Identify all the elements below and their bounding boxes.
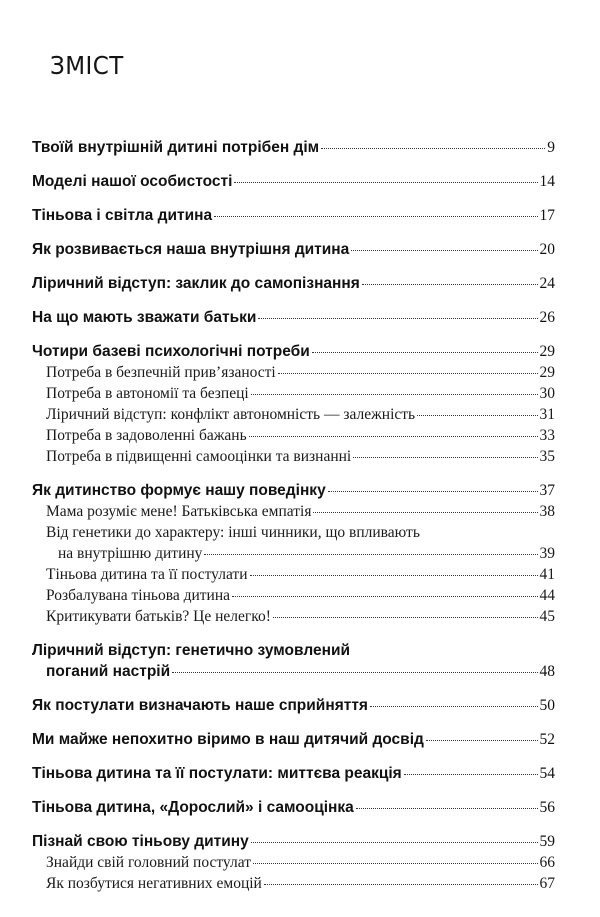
dot-leader [214, 216, 537, 217]
dot-leader [251, 842, 538, 843]
toc-subentry[interactable] [32, 448, 555, 469]
dot-leader [234, 182, 537, 183]
toc-subentry-title: Потреба в безпечній прив’язаності [46, 364, 276, 381]
toc-section [32, 833, 555, 896]
toc-section [32, 799, 555, 820]
toc-entry[interactable] [32, 275, 555, 296]
toc-subentry-title: Потреба в задоволенні бажань [46, 427, 247, 444]
toc-entry[interactable] [32, 241, 555, 262]
toc-subentry[interactable] [32, 364, 555, 385]
toc-entry-title: Як дитинство формує нашу поведінку [32, 482, 326, 499]
toc-subentry-page: 35 [539, 448, 555, 465]
toc-subentry[interactable] [32, 854, 555, 875]
toc-subentry-page: 29 [539, 364, 555, 381]
toc-section [32, 697, 555, 718]
toc-entry-title: Чотири базеві психологічні потреби [32, 343, 310, 360]
toc-subentry-title: Критикувати батьків? Це нелегко! [46, 608, 271, 625]
toc-entry-title: Ми майже непохитно віримо в наш дитячий досвід [32, 731, 424, 748]
toc-entry-page: 17 [539, 207, 555, 224]
toc-subentry-continuation[interactable] [32, 545, 555, 566]
toc-subentry-title: Ліричний відступ: конфлікт автономність — залежність [46, 406, 416, 423]
toc-entry-title: Твоїй внутрішній дитині потрібен дім [32, 139, 320, 156]
toc-entry-page: 56 [539, 799, 555, 816]
toc-entry-title: Моделі нашої особистості [32, 173, 233, 190]
dot-leader [321, 148, 545, 149]
dot-leader [370, 706, 538, 707]
toc-entry-title: Як розвивається наша внутрішня дитина [32, 241, 350, 258]
toc-entry-title: Тіньова і світла дитина [32, 207, 213, 224]
toc-entry[interactable] [32, 309, 555, 330]
toc-section [32, 765, 555, 786]
toc-entry-page: 50 [539, 697, 555, 714]
toc-section [32, 482, 555, 629]
toc-subentry[interactable] [32, 587, 555, 608]
toc-subentry[interactable] [32, 385, 555, 406]
dot-leader [249, 436, 538, 437]
toc-subentry-page: 45 [539, 608, 555, 625]
toc-entry-title-continued: поганий настрій [46, 663, 171, 680]
toc-entry-title: Пізнай свою тіньову дитину [32, 833, 249, 850]
toc-subentry-page: 30 [539, 385, 555, 402]
dot-leader [313, 512, 537, 513]
dot-leader [353, 457, 537, 458]
toc-entry-continuation[interactable] [32, 663, 555, 684]
toc-subentry-page: 39 [539, 545, 555, 562]
dot-leader [232, 596, 537, 597]
toc-entry[interactable] [32, 343, 555, 364]
toc-entry-page: 52 [539, 731, 555, 748]
toc-section [32, 275, 555, 296]
toc-entry-page: 54 [539, 765, 555, 782]
toc-entry-title: Ліричний відступ: заклик до самопізнання [32, 275, 360, 292]
toc-subentry-page: 44 [539, 587, 555, 604]
toc-subentry-page: 41 [539, 566, 555, 583]
toc-entry[interactable] [32, 799, 555, 820]
toc-section [32, 207, 555, 228]
toc-subentry[interactable] [32, 875, 555, 896]
toc-subentry-title: Від генетики до характеру: інші чинники, що впливають [46, 524, 420, 541]
dot-leader [278, 373, 538, 374]
dot-leader [351, 250, 537, 251]
toc-entry[interactable] [32, 697, 555, 718]
dot-leader [356, 808, 538, 809]
toc-entry[interactable] [32, 482, 555, 503]
toc-entry-page: 26 [539, 309, 555, 326]
toc-entry[interactable] [32, 173, 555, 194]
dot-leader [362, 284, 538, 285]
table-of-contents [32, 139, 555, 909]
toc-subentry[interactable] [32, 427, 555, 448]
dot-leader [253, 863, 538, 864]
dot-leader [250, 575, 538, 576]
toc-subentry[interactable] [32, 524, 555, 545]
toc-subentry-title: Потреба в автономії та безпеці [46, 385, 249, 402]
toc-subentry-title: Потреба в підвищенні самооцінки та визнанні [46, 448, 352, 465]
toc-entry[interactable] [32, 642, 555, 663]
toc-entry-title: На що мають зважати батьки [32, 309, 257, 326]
toc-entry-title: Як постулати визначають наше сприйняття [32, 697, 368, 714]
toc-subentry[interactable] [32, 566, 555, 587]
dot-leader [264, 884, 538, 885]
toc-entry-page: 29 [539, 343, 555, 360]
dot-leader [312, 352, 538, 353]
toc-section [32, 139, 555, 160]
toc-subentry-page: 31 [539, 406, 555, 423]
toc-subentry[interactable] [32, 406, 555, 427]
dot-leader [404, 774, 538, 775]
page-title: ЗМІСТ [50, 51, 124, 80]
toc-entry-title: Тіньова дитина та її постулати: миттєва реакція [32, 765, 402, 782]
toc-section [32, 642, 555, 684]
toc-section [32, 173, 555, 194]
toc-subentry[interactable] [32, 608, 555, 629]
toc-subentry-title: Знайди свій головний постулат [46, 854, 251, 871]
dot-leader [204, 554, 537, 555]
toc-entry[interactable] [32, 207, 555, 228]
dot-leader [328, 491, 538, 492]
toc-entry-page: 24 [539, 275, 555, 292]
toc-entry-page: 48 [539, 663, 555, 680]
toc-subentry-page: 66 [539, 854, 555, 871]
toc-entry-page: 37 [539, 482, 555, 499]
toc-entry[interactable] [32, 731, 555, 752]
toc-subentry-title: Мама розуміє мене! Батьківська емпатія [46, 503, 312, 520]
toc-entry[interactable] [32, 833, 555, 854]
toc-subentry-page: 38 [539, 503, 555, 520]
toc-subentry-title: Розбалувана тіньова дитина [46, 587, 231, 604]
toc-entry-page: 59 [539, 833, 555, 850]
dot-leader [258, 318, 537, 319]
toc-entry-page: 9 [547, 139, 555, 156]
toc-entry[interactable] [32, 765, 555, 786]
toc-section [32, 343, 555, 469]
toc-section [32, 731, 555, 752]
toc-subentry-page: 67 [539, 875, 555, 892]
dot-leader [172, 672, 537, 673]
dot-leader [273, 617, 538, 618]
toc-section [32, 309, 555, 330]
toc-entry[interactable] [32, 139, 555, 160]
toc-subentry[interactable] [32, 503, 555, 524]
dot-leader [251, 394, 538, 395]
dot-leader [426, 740, 538, 741]
toc-subentry-title-continued: на внутрішню дитину [58, 545, 203, 562]
toc-entry-title: Тіньова дитина, «Дорослий» і самооцінка [32, 799, 354, 816]
toc-entry-title: Ліричний відступ: генетично зумовлений [32, 642, 350, 659]
toc-entry-page: 14 [539, 173, 555, 190]
toc-subentry-page: 33 [539, 427, 555, 444]
toc-section [32, 241, 555, 262]
toc-subentry-title: Тіньова дитина та її постулати [46, 566, 248, 583]
toc-entry-page: 20 [539, 241, 555, 258]
dot-leader [417, 415, 537, 416]
toc-subentry-title: Як позбутися негативних емоцій [46, 875, 262, 892]
